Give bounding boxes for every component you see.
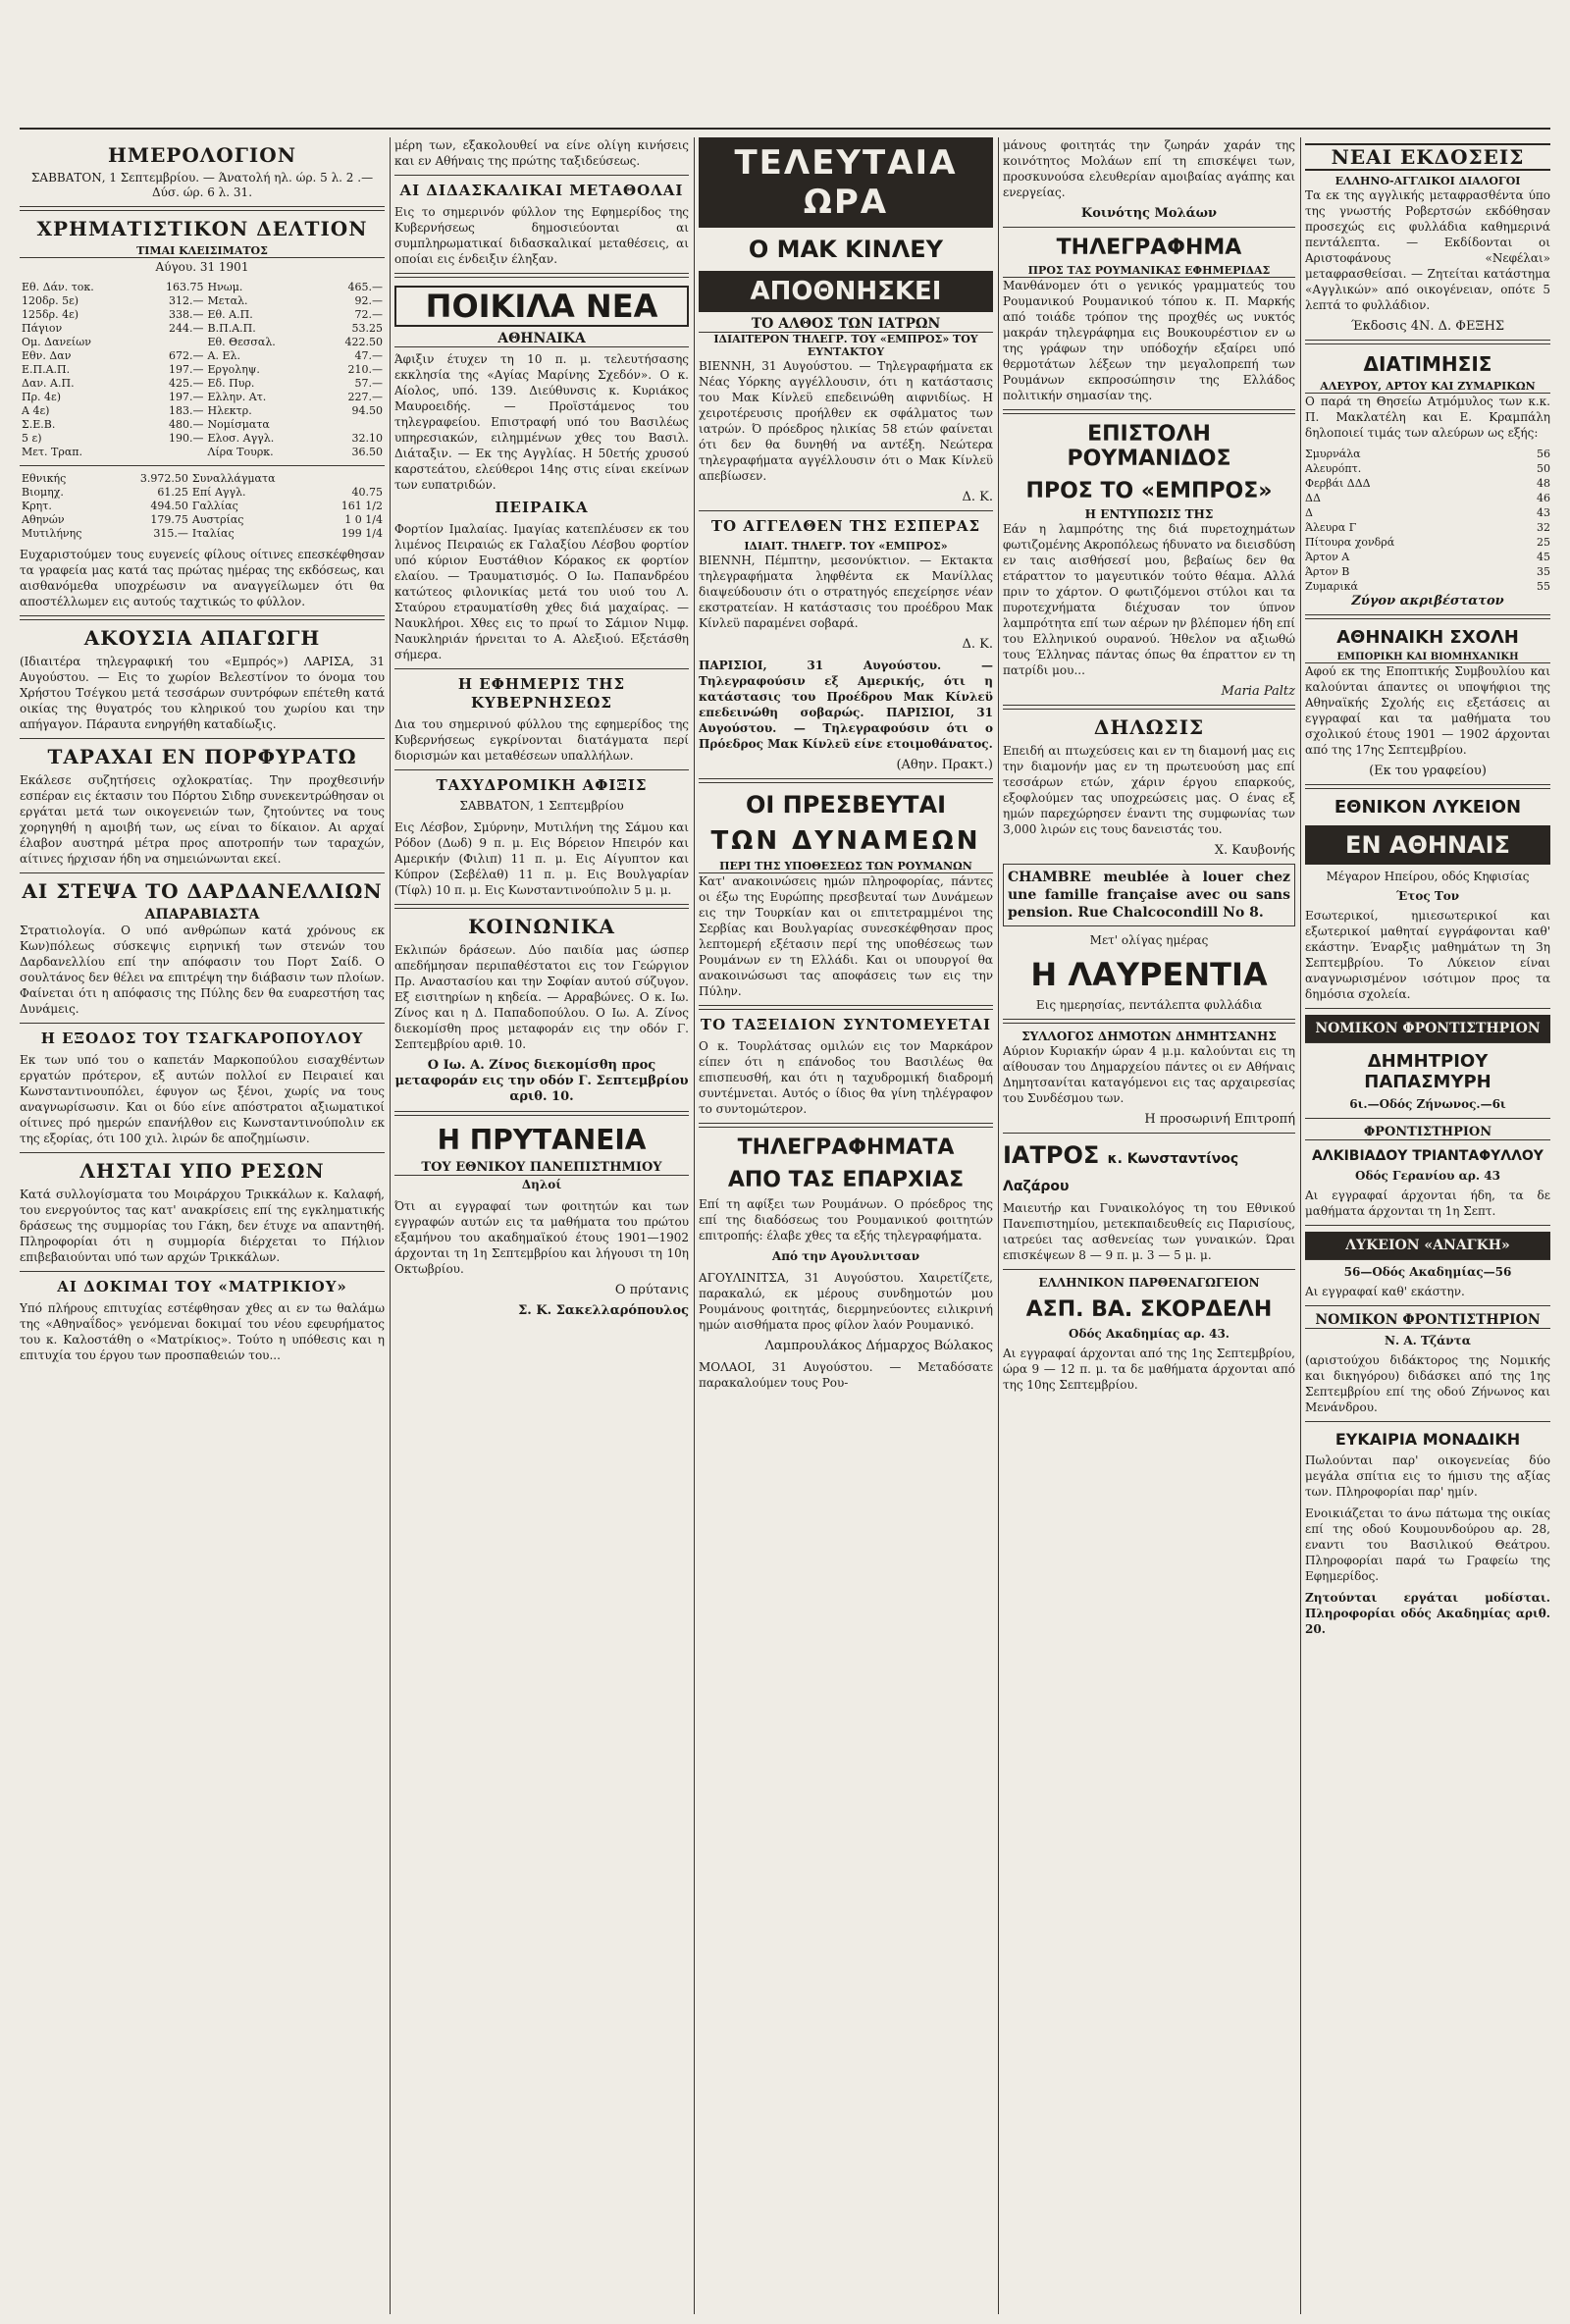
quote-label: Α 4ε) — [22, 404, 50, 417]
article-signature: Δ. Κ. — [962, 637, 993, 652]
finance-note: Ευχαριστούμεν τους ευγενείς φίλους οίτινες επεσκέφθησαν τα γραφεία μας κατά τας πρώτας ημέρας της εκδόσεως, και αισθανόμεθα υποχρέωσιν να αναγγείλωμεν ότι θα αποστέλλωμεν εις αυτούς ταχτικώς το φύλλον. — [20, 548, 385, 608]
quote-row — [20, 294, 385, 308]
quote-label: Εδ. Πυρ. — [207, 377, 255, 390]
quote-value: 197.— — [169, 391, 204, 403]
quote-label: Νομίσματα — [207, 418, 270, 431]
quote-label: Σ.Ε.Β. — [22, 418, 56, 431]
price-row — [1305, 520, 1550, 535]
divider — [20, 206, 385, 211]
headline-sub2: ΤΟ ΑΛΘΟΣ ΤΩΝ ΙΑΤΡΩΝ — [699, 316, 993, 333]
notice-subtitle: ΤΟΥ ΕΘΝΙΚΟΥ ΠΑΝΕΠΙΣΤΗΜΙΟΥ — [394, 1160, 689, 1176]
quote-value: 672.— — [169, 349, 204, 362]
price-value: 25 — [1537, 536, 1550, 549]
column-divider — [998, 137, 999, 2314]
divider — [1305, 1225, 1550, 1226]
calendar-date: ΣΑΒΒΑΤΟΝ, 1 Σεπτεμβρίου. — Άνατολή ηλ. ώρ. 5 λ. 2 .—Δύσ. ώρ. 6 λ. 31. — [30, 171, 374, 199]
quote-value: 3.972.50 — [139, 472, 188, 485]
ad-address: 6ι.—Οδός Ζήνωνος.—6ι — [1349, 1097, 1506, 1111]
quote-label: Εθ. Α.Π. — [207, 308, 253, 321]
notice-text: Αύριον Κυριακήν ώραν 4 μ.μ. καλούνται εις τη αίθουσαν του Δημαρχείου πάντες οι εν Αθήναις Δημητσανίται καταγόμενοι εις τας αρχαιρεσίας του Συνδέσμου των. — [1003, 1044, 1295, 1105]
ad-title: ΦΡΟΝΤΙΣΤΗΡΙΟΝ — [1305, 1125, 1550, 1140]
article-title: ΚΟΙΝΩΝΙΚΑ — [468, 915, 615, 938]
quote-value: 338.— — [169, 308, 204, 321]
quote-label: Β.Π.Α.Π. — [207, 322, 256, 335]
quote-label: 5 ε) — [22, 432, 42, 445]
article-title: ΤΑΧΥΔΡΟΜΙΚΗ ΑΦΙΞΙΣ — [436, 776, 648, 794]
divider — [20, 615, 385, 620]
article-title: ΑΙ ΔΙΔΑΣΚΑΛΙΚΑΙ ΜΕΤΑΘΟΛΑΙ — [399, 182, 684, 199]
divider — [1305, 1421, 1550, 1422]
article-title: ΑΙ ΔΟΚΙΜΑΙ ΤΟΥ «ΜΑΤΡΙΚΙΟΥ» — [57, 1278, 347, 1295]
ad-address: Μέγαρον Ηπείρου, οδός Κηφισίας — [1326, 870, 1530, 883]
divider — [1305, 340, 1550, 344]
price-note: Ζύγον ακριβέστατον — [1351, 594, 1504, 608]
headline-sub: ΑΠΟ ΤΑΣ ΕΠΑΡΧΙΑΣ — [727, 1168, 965, 1192]
divider — [699, 510, 993, 511]
quote-label: Ηλεκτρ. — [207, 404, 252, 417]
divider — [1305, 614, 1550, 619]
ad-name: Ν. Α. Τζάντα — [1385, 1334, 1471, 1347]
quote-value: 197.— — [169, 363, 204, 376]
quote-value: 57.— — [354, 377, 383, 390]
article-signature: Χ. Καυβονής — [1214, 843, 1295, 858]
article-title: ΠΕΙΡΑΙΚΑ — [495, 499, 589, 516]
article-text: ΜΟΛΑΟΙ, 31 Αυγούστου. — Μεταδόσατε παρακαλούμεν τους Ρου- — [699, 1360, 993, 1390]
notice-text: Ότι αι εγγραφαί των φοιτητών και των εγγραφών αυτών εις τα μαθήματα του πρώτου εξαμήνου του ακαδημαϊκού έτους 1901—1902 άρχονται τη 1η Σεπτεμβρίου και λήγουσι τη 10η Οκτωβρίου. — [394, 1199, 689, 1276]
column-divider — [390, 137, 391, 2314]
quote-value: 47.— — [354, 349, 383, 362]
ad-headline: ΕΘΝΙΚΟΝ ΛΥΚΕΙΟΝ — [1334, 797, 1522, 818]
divider — [20, 1271, 385, 1272]
quote-value: 36.50 — [351, 446, 383, 458]
ad-headline: ΔΗΜΗΤΡΙΟΥ ΠΑΠΑΣΜΥΡΗ — [1364, 1051, 1492, 1092]
divider — [1305, 1118, 1550, 1119]
article-text: ΒΙΕΝΝΗ, Πέμπτην, μεσονύκτιον. — Εκτακτα τηλεγραφήματα ληφθέντα εκ Μανίλλας διαψεύδουσιν ότι ο στρατηγός επεχείρησε νέαν εκστρατείαν. Η κατάστασις του προέδρου Μακ Κίνλεϋ παραμένει σοβαρά. — [699, 554, 993, 630]
quote-value: 199 1/4 — [340, 527, 383, 540]
ad-text: Εις ημερησίας, πεντάλεπτα φυλλάδια — [1035, 998, 1263, 1012]
divider — [699, 1123, 993, 1128]
article-text: Μανθάνομεν ότι ο γενικός γραμματεύς του Ρουμανικού Ρουμανικού τόπου κ. Π. Μαρκής από τοιάδε τρόπον της προχθές ως νυκτός μακράν τηλεγράφημα εις Βουκουρέστιον εν ω της γράφων την υπόδοχήν εξαίρει υπό θερμοτάτων λέξεων την μεγαλοπρεπή των Ρουμάνων εκπροσώπησιν της Ελλάδος πολιτικήν σημασίαν της. — [1003, 279, 1295, 402]
quote-row — [20, 472, 385, 486]
article-title: ΤΟ ΤΑΞΕΙΔΙΟΝ ΣΥΝΤΟΜΕΥΕΤΑΙ — [700, 1016, 992, 1033]
article-date: ΣΑΒΒΑΤΟΝ, 1 Σεπτεμβρίου — [459, 799, 624, 813]
quote-value: 72.— — [354, 308, 383, 321]
ad-headline: ΑΣΠ. ΒΑ. ΣΚΟΡΔΕΛΗ — [1025, 1297, 1273, 1322]
divider — [20, 738, 385, 739]
column-1 — [20, 137, 385, 2314]
quote-label: Α. Ελ. — [207, 349, 240, 362]
price-row — [1305, 550, 1550, 564]
dispatch-label: ΙΔΙΑΙΤ. ΤΗΛΕΓΡ. ΤΟΥ «ΕΜΠΡΟΣ» — [744, 540, 948, 553]
quote-row — [20, 377, 385, 391]
article-text: Στρατιολογία. Ο υπό ανθρώπων κατά χρόνους εκ Κων)πόλεως σύσκεψις ειρηνική των στενών του Δαρδανελλίου επί την απόφασιν του Πορτ Σαίδ. Ο σουλτάνος δεν θέλει να επιτρέψη την διάβασιν των πλοίων. Φαίνεται ότι η απόφασις της Πύλης δεν θα ευαρεστήση τας Δυνάμεις. — [20, 924, 385, 1016]
article-signature: Δ. Κ. — [962, 490, 993, 504]
ad-text: Ζητούνται εργάται μοδίσται. Πληροφορίαι οδός Ακαδημίας αριθ. 20. — [1305, 1591, 1550, 1636]
price-item: Σμυρνάλα — [1305, 448, 1361, 460]
article-text: ΑΓΟΥΛΙΝΙΤΣΑ, 31 Αυγούστου. Χαιρετίζετε, παρακαλώ, εκ μέρους συνδημοτών μου Ρουμάνους φοιτητάς, διερμηνεύοντες ειλικρινή ημών αισθήματα προς φίλον λαόν Ρουμανικό. — [699, 1271, 993, 1332]
ad-signature: (Εκ του γραφείου) — [1369, 764, 1487, 778]
ad-title: ΛΥΚΕΙΟΝ «ΑΝΑΓΚΗ» — [1305, 1232, 1550, 1260]
headline-sub2: ΠΕΡΙ ΤΗΣ ΥΠΟΘΕΣΕΩΣ ΤΩΝ ΡΟΥΜΑΝΩΝ — [699, 860, 993, 873]
ad-title: ΝΟΜΙΚΟΝ ΦΡΟΝΤΙΣΤΗΡΙΟΝ — [1305, 1312, 1550, 1329]
exchange-quotes-table — [20, 472, 385, 541]
article-text: Εάν η λαμπρότης της διά πυρετοχημάτων φωτιζομένης Ακροπόλεως ήδυνατο να διεισδύση εν ταις αισθήσεσί μου, βεβαίως δεν θα ετάραττον το μαγευτικόν τούτο θέαμα. Αλλά πριν το χάρτον. Ο φωτιζόμενοι στύλοι και τα πυροτεχνήματα διέχυσαν τον ύπνον λαμπρότητα επί των αέρων ην βλέπομεν ήδη επί του Ελληνικού ουρανού. Ήθελον να αξιωθώ τους Έλληνας πάντας όπως θα έπραττον εν τη πατρίδι μου... — [1003, 522, 1295, 677]
price-value: 46 — [1537, 492, 1550, 504]
quote-label: Επί Αγγλ. — [191, 486, 246, 499]
ad-address: Οδός Ακαδημίας αρ. 43. — [1069, 1327, 1230, 1341]
quote-value: 227.— — [347, 391, 383, 403]
quote-row — [20, 418, 385, 432]
ad-title: ΝΟΜΙΚΟΝ ΦΡΟΝΤΙΣΤΗΡΙΟΝ — [1305, 1015, 1550, 1043]
section-title: ΔΙΑΤΙΜΗΣΙΣ — [1363, 352, 1492, 376]
price-row — [1305, 461, 1550, 476]
quote-value: 1 0 1/4 — [344, 513, 383, 526]
column-divider — [694, 137, 695, 2314]
quote-label: Αυστρίας — [191, 513, 244, 526]
ad-text: (αριστούχου διδάκτορος της Νομικής και δικηγόρου) διδάσκει από της 1ης Σεπτεμβρίου επί της οδού Ζήνωνος και Μενάνδρου. — [1305, 1353, 1550, 1414]
price-value: 43 — [1537, 506, 1550, 519]
quote-label: Συναλλάγματα — [191, 472, 276, 485]
price-value: 50 — [1537, 462, 1550, 475]
divider — [394, 273, 689, 278]
ad-headline: ΕΥΚΑΙΡΙΑ ΜΟΝΑΔΙΚΗ — [1334, 1430, 1521, 1449]
headline-sub: ΑΠΟΘΝΗΣΚΕΙ — [699, 271, 993, 312]
article-title: ΤΟ ΑΓΓΕΛΘΕΝ ΤΗΣ ΕΣΠΕΡΑΣ — [710, 517, 981, 535]
doctor-title: ΙΑΤΡΟΣ — [1003, 1141, 1100, 1169]
section-subtitle: ΕΛΛΗΝΟ-ΑΓΓΛΙΚΟΙ ΔΙΑΛΟΓΟΙ — [1334, 175, 1521, 187]
headline-sub: ΠΡΟΣ ΤΟ «ΕΜΠΡΟΣ» — [1025, 479, 1273, 503]
headline: Ο ΜΑΚ ΚΙΝΛΕΥ — [748, 236, 944, 263]
stock-quotes-table — [20, 281, 385, 459]
quote-label: Κρητ. — [22, 500, 52, 512]
column-4 — [1003, 137, 1295, 2314]
article-text: Άφιξιν έτυχεν τη 10 π. μ. τελευτήσασης εκκλησία της «Αγίας Μαρίνης Σχεδόν». Ο κ. Αίολος, υπό. 139. Διεύθυνσις κ. Κυριάκος Μαυροειδής. — Προϊστάμενος του τηλεγραφείου. Επιστραφή υπό του Βασιλέως υπηρεσιακών, ειλημμένων χθες του Βασιλ. Διάταξιν. — Εκ της Αγγλίας. Η 50ετής χρυσού καρστεάτου, ελεύθεροι 14ης στις είναι εκείνων των ευπατριδών. — [394, 352, 689, 492]
ad-headline: ΑΘΗΝΑΙΚΗ ΣΧΟΛΗ — [1336, 627, 1519, 648]
quote-row — [20, 404, 385, 418]
divider — [1003, 705, 1295, 710]
quote-value: 161 1/2 — [340, 500, 383, 512]
quote-label: Γαλλίας — [191, 500, 238, 512]
quote-value: 244.— — [169, 322, 204, 335]
article-text: Επειδή αι πτωχεύσεις και εν τη διαμονή μας εις την διαμονήν μας εν τη πρωτευούση μας επί τεσσάρων ετών, χάριν έργου επαρκούς, εξοφλούμεν τας υποχρεώσεις μας. Ο ένας εξ ημών παρεχώρησεν έναντι της συμφωνίας των 3,000 λιρών εις τους δανειστάς του. — [1003, 744, 1295, 836]
column-2 — [394, 137, 689, 2314]
column-divider — [1300, 137, 1301, 2314]
article-signature: Έκδοσις 4Ν. Δ. ΦΕΞΗΣ — [1350, 319, 1505, 334]
signature-name: Σ. Κ. Σακελλαρόπουλος — [518, 1303, 689, 1318]
quote-value: 210.— — [347, 363, 383, 376]
divider — [1003, 409, 1295, 414]
price-row — [1305, 476, 1550, 491]
divider — [1305, 1305, 1550, 1306]
ad-text: CHAMBRE meublée à louer chez une famille française avec ou sans pension. Rue Chalcocondill No 8. — [1008, 870, 1290, 921]
quote-value: 179.75 — [150, 513, 188, 526]
price-item: Φερβάι ΔΔΔ — [1305, 477, 1371, 490]
price-value: 32 — [1537, 521, 1550, 534]
quote-value: 40.75 — [351, 486, 383, 499]
price-item: Αλευρόπτ. — [1305, 462, 1362, 475]
section-subtitle: ΑΛΕΥΡΟΥ, ΑΡΤΟΥ ΚΑΙ ΖΥΜΑΡΙΚΩΝ — [1305, 380, 1550, 394]
ad-headline: ΕΝ ΑΘΗΝΑΙΣ — [1305, 825, 1550, 865]
divider — [1003, 227, 1295, 228]
price-item: Πίτουρα χονδρά — [1305, 536, 1395, 549]
price-row — [1305, 535, 1550, 550]
article-text: Ο παρά τη Θησείω Ατμόμυλος των κ.κ. Π. Μακλατέλη και Ε. Κραμπάλη δηλοποιεί τιμάς των αλεύρων ως εξής: — [1305, 395, 1550, 440]
quote-value: 94.50 — [351, 404, 383, 417]
finance-date: Αύγου. 31 1901 — [155, 260, 249, 274]
article-signature: Λαμπρουλάκος Δήμαρχος Βώλακος — [764, 1339, 993, 1353]
quote-label: Ιταλίας — [191, 527, 235, 540]
signature-role: Ο πρύτανις — [614, 1283, 689, 1297]
price-row — [1305, 447, 1550, 461]
price-value: 48 — [1537, 477, 1550, 490]
quote-row — [20, 500, 385, 513]
article-text: Τα εκ της αγγλικής μεταφρασθέντα ύπο της γνωστής Ροβερτσών εκδόθησαν προσεχώς εις φυλλάδια καθημερινά πεντάλεπτα. — Εκδίδονται οι Αριστοφάνους «Νεφέλαι» μεταφρασθείσαι. — Ζητείται κατάστημα «Αγγλικών» από οικογένειαν, οπότε 5 λεπτά το φυλλάδιον. — [1305, 188, 1550, 312]
quote-label: Εθ. Θεσσαλ. — [207, 336, 276, 348]
quote-row — [20, 446, 385, 459]
quote-row — [20, 308, 385, 322]
quote-value: 422.50 — [344, 336, 383, 348]
quote-label: 120δρ. 5ε) — [22, 294, 79, 307]
article-title: Η ΕΦΗΜΕΡΙΣ ΤΗΣ ΚΥΒΕΡΝΗΣΕΩΣ — [457, 675, 626, 712]
quote-value: 480.— — [169, 418, 204, 431]
notice-title: Η ΠΡΥΤΑΝΕΙΑ — [437, 1124, 647, 1156]
quote-row — [20, 281, 385, 294]
price-value: 35 — [1537, 565, 1550, 578]
ad-text: Εσωτερικοί, ημιεσωτερικοί και εξωτερικοί μαθηταί εγγράφονται καθ' εκάστην. Έναρξις μαθημάτων τη 3η Σεπτεμβρίου. Το Λύκειον είναι αναγνωρισμένον ισότιμον προς τα δημόσια σχολεία. — [1305, 909, 1550, 1001]
ad-text: Αι εγγραφαί άρχονται από της 1ης Σεπτεμβρίου, ώρα 9 — 12 π. μ. τα δε μαθήματα άρχονται από της 10ης Σεπτεμβρίου. — [1003, 1347, 1295, 1392]
quote-row — [20, 527, 385, 541]
quote-label: Ε.Π.Α.Π. — [22, 363, 71, 376]
article-signature: Maria Paltz — [1221, 684, 1295, 699]
article-text: Δια του σημερινού φύλλου της εφημερίδος της Κυβερνήσεως εγκρίνονται διατάγματα περί διορισμών και μεταθέσεων υπαλλήλων. — [394, 717, 689, 763]
headline-sub: ΠΡΟΣ ΤΑΣ ΡΟΥΜΑΝΙΚΑΣ ΕΦΗΜΕΡΙΔΑΣ — [1003, 264, 1295, 278]
article-title: ΑΚΟΥΣΙΑ ΑΠΑΓΩΓΗ — [83, 626, 321, 650]
quote-label: Πρ. 4ε) — [22, 391, 62, 403]
article-subtitle: ΑΠΑΡΑΒΙΑΣΤΑ — [144, 907, 260, 923]
divider — [1305, 1008, 1550, 1009]
divider — [394, 1111, 689, 1116]
article-text: ΠΑΡΙΣΙΟΙ, 31 Αυγούστου. — Τηλεγραφούσιν εξ Αμερικής, ότι η κατάστασις του Προέδρου Μακ Κίνλεϋ επεδεινώθη σοβαρώς. ΠΑΡΙΣΙΟΙ, 31 Αυγούστου. — Τηλεγραφούσιν ότι ο Πρόεδρος Μακ Κίνλεϋ είνε ετοιμοθάνατος. — [699, 659, 993, 751]
price-item: Άρτον Α — [1305, 551, 1350, 563]
quote-label: Μεταλ. — [207, 294, 248, 307]
finance-heading: ΧΡΗΜΑΤΙΣΤΙΚΟΝ ΔΕΛΤΙΟΝ — [36, 217, 368, 240]
price-value: 56 — [1537, 448, 1550, 460]
quote-value: 425.— — [169, 377, 204, 390]
quote-value: 312.— — [169, 294, 204, 307]
quote-row — [20, 486, 385, 500]
article-text: Εις το σημερινόν φύλλον της Εφημερίδος της Κυβερνήσεως δημοσιεύονται αι συμπληρωματικαί διδασκαλικαί μεταθέσεις, αι οποίαι εις ένδειξιν έληξαν. — [394, 205, 689, 266]
quote-label: Ηνωμ. — [207, 281, 243, 293]
section-title: ΝΕΑΙ ΕΚΔΟΣΕΙΣ — [1305, 143, 1550, 171]
quote-label: Πάγιον — [22, 322, 63, 335]
notice-title: ΣΥΛΛΟΓΟΣ ΔΗΜΟΤΩΝ ΔΗΜΗΤΣΑΝΗΣ — [1021, 1030, 1277, 1043]
ad-year: Έτος Τον — [1395, 889, 1460, 903]
section-banner: ΠΟΙΚΙΛΑ ΝΕΑ — [394, 286, 689, 327]
quote-label: Μετ. Τραπ. — [22, 446, 82, 458]
quote-value: 465.— — [347, 281, 383, 293]
article-text: Υπό πλήρους επιτυχίας εστέφθησαν χθες αι εν τω θαλάμω της «Αθηναΐδος» γενόμεναι δοκιμαί του νέου εφευρήματος του κ. Καλοστάθη ο «Ματρίκιος». Τούτο η υπόθεσις και η επιτυχία του έργου των προσπαθειών του... — [20, 1301, 385, 1362]
article-title: ΛΗΣΤΑΙ ΥΠΟ ΡΕΣΩΝ — [79, 1159, 325, 1183]
price-row — [1305, 564, 1550, 579]
quote-value — [140, 336, 206, 349]
quote-value: 494.50 — [150, 500, 188, 512]
price-item: Άρτον Β — [1305, 565, 1350, 578]
ad-title: ΕΛΛΗΝΙΚΟΝ ΠΑΡΘΕΝΑΓΩΓΕΙΟΝ — [1038, 1276, 1260, 1290]
ad-headline: ΑΛΚΙΒΙΑΔΟΥ ΤΡΙΑΝΤΑΦΥΛΛΟΥ — [1312, 1148, 1544, 1164]
quote-value — [318, 472, 385, 486]
quote-label: Εθνικής — [22, 472, 67, 485]
quote-value: 92.— — [354, 294, 383, 307]
article-text: Εκλιπών δράσεων. Δύο παιδία μας ώσπερ απεδήμησαν περιπαθέστατοι εις τον Γεώργιον Πρ. Αναστασίου και την Σοφίαν αυτού σύζυγον. Εξ εισιτηρίων η κηδεία. — Αρραβώνες. Ο κ. Ιω. Ζίνος και η Δ. Παπαδοπούλου. Ο Ιω. Α. Ζίνος διεκομίσθη προς μεταφοράν εις την οδόν Γ. Σεπτεμβρίου αριθ. 10. — [394, 943, 689, 1051]
article-text: μάνους φοιτητάς την ζωηράν χαράν της κοινότητος Μολάων επί τη επισκέψει των, προσκυνούσα ελευθερίαν αμοιβαίας αγάπης και ενεργείας. — [1003, 138, 1295, 199]
divider — [699, 1005, 993, 1010]
ad-address: Οδός Γερανίου αρ. 43 — [1355, 1169, 1500, 1183]
article-text: Κατά συλλογίσματα του Μοιράρχου Τρικκάλων κ. Καλαφή, του ενεργούντος τας κατ' ανακρίσεις επί της εγκληματικής δράσεως της συμμορίας του Γάκη, δεν έτυχε να απαντηθή. Πληροφορίαι ότι η συμμορία διέρχεται το Πήλιον επιβεβαιούνται υπό των αρχών Τρικκάλων. — [20, 1188, 385, 1264]
quote-value: 32.10 — [351, 432, 383, 445]
divider — [20, 872, 385, 873]
quote-label: Ομ. Δανείων — [22, 336, 91, 348]
calendar-heading: ΗΜΕΡΟΛΟΓΙΟΝ — [108, 143, 296, 167]
ad-text: Αι εγγραφαί καθ' εκάστην. — [1305, 1285, 1465, 1298]
ad-text: Μαιευτήρ και Γυναικολόγος τη του Εθνικού Πανεπιστημίου, μετεκπαιδευθείς εις Παρισίους, ιατρεύει τας ασθενείας των γυναικών. Ώραι επισκέψεων 8 — 9 π. μ. 3 — 5 μ. μ. — [1003, 1201, 1295, 1262]
quote-row — [20, 363, 385, 377]
top-rule — [20, 128, 1550, 130]
section-subtitle: ΑΘΗΝΑΙΚΑ — [394, 331, 689, 347]
article-title: ΤΑΡΑΧΑΙ ΕΝ ΠΟΡΦΥΡΑΤΩ — [47, 745, 357, 768]
price-item: ΔΔ — [1305, 492, 1321, 504]
article-text: ΒΙΕΝΝΗ, 31 Αυγούστου. — Τηλεγραφήματα εκ Νέας Υόρκης αγγέλλουσιν, ότι η κατάστασις του Μακ Κίνλεϋ επεδεινώθη αιφνιδίως. Η χειροτέρευσις προήλθεν εκ σφάλματος των ιατρών. Ό πρόεδρος ηλικίας 58 ετών φαίνεται ότι δεν θα δυνηθή να αντέξη. Νεώτερα τηλεγραφήματα αγγέλλουσιν ότι ο Μακ Κίνλεϋ απεβίωσεν. — [699, 359, 993, 483]
article-text: Εις Λέσβον, Σμύρνην, Μυτιλήνη της Σάμου και Ρόδον (Δωδ) 9 π. μ. Εις Βόρειον Ηπειρόν και Αμερικήν (Φιλιπ) 11 π. μ. Εις Αίγυπτον και Κύπρον (Σεβέλαθ) 11 π. μ. Εις Βουλγαρίαν (Τίφλ) 10 π. μ. Εις Κωνσταντινούπολιν 5 μ. μ. — [394, 820, 689, 897]
divider — [394, 668, 689, 669]
classified-ad — [1003, 864, 1295, 926]
quote-label: Βιομηχ. — [22, 486, 64, 499]
quote-label: Εθ. Δάν. τοκ. — [22, 281, 94, 293]
quote-value: 61.25 — [157, 486, 188, 499]
price-row — [1305, 505, 1550, 520]
ad-subtitle: ΕΜΠΟΡΙΚΗ ΚΑΙ ΒΙΟΜΗΧΑΝΙΚΗ — [1305, 652, 1550, 663]
notice-text: Ο Ιω. Α. Ζίνος διεκομίσθη προς μεταφοράν εις την οδόν Γ. Σεπτεμβρίου αριθ. 10. — [394, 1058, 689, 1104]
quote-value: 163.75 — [166, 281, 204, 293]
quote-row — [20, 322, 385, 336]
quote-row — [20, 336, 385, 349]
divider — [20, 465, 385, 466]
headline: ΤΗΛΕΓΡΑΦΗΜΑ — [1056, 236, 1242, 260]
quote-label: 125δρ. 4ε) — [22, 308, 79, 321]
divider — [1003, 1269, 1295, 1270]
article-text: Κατ' ανακοινώσεις ημών πληροφορίας, πάντες οι έξω της Ευρώπης πρεσβευταί των Δυνάμεων εις την Τουρκίαν και οι επιτετραμμένοι της Σερβίας και Βουλγαρίας συνεσκέφθησαν προς λεπτομερή εξέτασιν περί της υποθέσεως των Ρουμάνων εν τη Ελλάδι. Και οι υπουργοί θα ανακοινώσωσι τας αποφάσεις των εις την Πύλην. — [699, 874, 993, 998]
article-signature: (Αθην. Πρακτ.) — [896, 758, 993, 772]
quote-label: Ελλην. Ατ. — [207, 391, 267, 403]
divider — [1305, 784, 1550, 789]
quote-value — [140, 446, 206, 459]
quote-label: Εθν. Δαν — [22, 349, 72, 362]
ad-headline — [1003, 1141, 1295, 1196]
quote-row — [20, 432, 385, 446]
doctor-name: κ. Κωνσταντίνος Λαζάρου — [1003, 1151, 1239, 1194]
quote-value — [319, 418, 385, 432]
divider — [394, 175, 689, 176]
price-item: Δ — [1305, 506, 1313, 519]
price-row — [1305, 491, 1550, 505]
price-value: 55 — [1537, 580, 1550, 593]
quote-label: Ελοσ. Αγγλ. — [207, 432, 275, 445]
price-item: Ζυμαρικά — [1305, 580, 1358, 593]
quote-row — [20, 349, 385, 363]
article-text: Επί τη αφίξει των Ρουμάνων. Ο πρόεδρος της επί της διαδόσεως του Ρουμανικού φοιτητών επιτροπής: έλαβε χθες τα εξής τηλεγραφήματα. — [699, 1197, 993, 1242]
article-text: μέρη των, εξακολουθεί να είνε ολίγη κινήσεις και εν Αθήναις της πρώτης ταξιδεύσεως. — [394, 138, 689, 168]
headline-sub2: Η ΕΝΤΥΠΩΣΙΣ ΤΗΣ — [1084, 507, 1214, 521]
quote-label: Εργοληψ. — [207, 363, 260, 376]
quote-value: 53.25 — [351, 322, 383, 335]
divider — [394, 904, 689, 909]
headline: ΤΗΛΕΓΡΑΦΗΜΑΤΑ — [737, 1136, 955, 1160]
column-5 — [1305, 137, 1550, 2314]
divider — [699, 778, 993, 783]
price-list — [1305, 447, 1550, 594]
column-3 — [699, 137, 993, 2314]
article-text: (Ιδιαιτέρα τηλεγραφική του «Εμπρός») ΛΑΡΙΣΑ, 31 Αυγούστου. — Εις το χωρίον Βελεστίνον το όνομα του Χρήστου Τσέγκου μετά τεσσάρων συντρόφων επέτεθη κατά οικίας της θυγατρός του κληρικού του χωρίου και την απήγαγον. Πάραυτα ενηργήθη καταδίωξις. — [20, 655, 385, 731]
latest-hour-banner: ΤΕΛΕΥΤΑΙΑ ΩΡΑ — [699, 137, 993, 228]
quote-label: Δαν. Α.Π. — [22, 377, 75, 390]
divider — [20, 1023, 385, 1024]
price-value: 45 — [1537, 551, 1550, 563]
quote-value: 315.— — [153, 527, 188, 540]
article-text: Εκάλεσε συζητήσεις οχλοκρατίας. Την προχθεσινήν εσπέραν εις έκτασιν του Πόρτου Σιδηρ συνεκεντρώθησαν οι εργάται μετά των οικογενειών των, ζητούντες να τους χορηγηθή η αμοιβή των, ως είναι το δίκαιον. Αι αρχαί έλαβον αυστηρά μέτρα προς αποτροπήν των ταραχών, αίτινες ήρχισαν ήδη να σημειώνωνται εκεί. — [20, 773, 385, 866]
price-row — [1305, 579, 1550, 594]
article-title: Η ΕΞΟΔΟΣ ΤΟΥ ΤΣΑΓΚΑΡΟΠΟΥΛΟΥ — [40, 1030, 364, 1047]
headline-sub: ΤΩΝ ΔΥΝΑΜΕΩΝ — [710, 826, 981, 856]
ad-text: Αι εγγραφαί άρχονται ήδη, τα δε μαθήματα άρχονται τη 1η Σεπτ. — [1305, 1188, 1550, 1218]
article-text: Φορτίον Ιμαλαίας. Ιμαγίας κατεπλέυσεν εκ του λιμένος Πειραιώς εκ Γαλαξίου Λέσβου φορτίον υπό κύριον Ευστάθιον Κόρακος εκ φορτίον ελαίου. — Τραυματισμός. Ο Ιω. Παπανδρέου κατώτεος φιλονικίας μετά του υιού του Λ. Σταύρου ετραυματίσθη χθες διά μαχαίρας. — Ναυκλήροι. Χθες εις το πρωί το Σάμιον Νιμφ. Ναυκληριάν ήρνειται το Α. Αλεξιού. Εξετάσθη σήμερα. — [394, 522, 689, 661]
article-text: Ο κ. Τουρλάτσας ομιλών εις τον Μαρκάρον είπεν ότι η επάνοδος του Βασιλέως θα επισπευσθή, και ότι η ταχυδρομική διαδρομή συντέμνεται. Αυτός ο ίδιος θα γίνη τηλέγραφον το συντομώτερον. — [699, 1039, 993, 1116]
dispatch-label: Από την Αγουλνιτσαν — [771, 1249, 920, 1263]
article-title: ΑΙ ΣΤΕΨΑ ΤΟ ΔΑΡΔΑΝΕΛΛΙΩΝ — [22, 879, 383, 903]
quote-value: 183.— — [169, 404, 204, 417]
quote-row — [20, 391, 385, 404]
divider — [1003, 1133, 1295, 1134]
article-text: Εκ των υπό του ο καπετάν Μαρκοπούλου εισαχθέντων εργατών πρότερον, εξ αυτών πολλοί εν Πειραιεί και Κωνσταντινουπόλει, έφυγον ως ξένοι, χωρίς να τους αναγνωρίσωσιν. Και οι δύο είνε απόστρατοι αξιωματικοί οίτινες πρό ημερών επανήλθον εις Κωνσταντινούπολιν εκ της εξορίας, ότι 100 χιλ. λιρών δε αποζημίωσιν. — [20, 1053, 385, 1145]
quote-label: Μυτιλήνης — [22, 527, 82, 540]
ad-text: Ενοικιάζεται το άνω πάτωμα της οικίας επί της οδού Κουμουνδούρου αρ. 28, εναντι του Βασιλικού Θεάτρου. Πληροφορίαι παρά τω Γραφείω της Εφημερίδος. — [1305, 1506, 1550, 1583]
quote-label: Λίρα Τουρκ. — [207, 446, 274, 458]
divider — [1003, 1019, 1295, 1024]
dispatch-label: ΙΔΙΑΙΤΕΡΟΝ ΤΗΛΕΓΡ. ΤΟΥ «ΕΜΠΡΟΣ» ΤΟΥ ΕΥΝΤΑΚΤΟΥ — [713, 333, 978, 358]
ad-text: Πωλούνται παρ' οικογενείας δύο μεγάλα σπίτια εις το ήμισυ της αξίας των. Πληροφορίαι παρ' ημίν. — [1305, 1453, 1550, 1499]
finance-subheading: ΤΙΜΑΙ ΚΛΕΙΣΙΜΑΤΟΣ — [20, 244, 385, 258]
article-signature: Κοινότης Μολάων — [1080, 206, 1218, 221]
price-item: Άλευρα Γ — [1305, 521, 1357, 534]
notice-label: Δηλοί — [521, 1178, 562, 1191]
headline: ΕΠΙΣΤΟΛΗ ΡΟΥΜΑΝΙΔΟΣ — [1067, 422, 1231, 471]
quote-label: Αθηνών — [22, 513, 65, 526]
ad-headline: Η ΛΑΥΡΕΝΤΙΑ — [1030, 956, 1268, 993]
notice-signature: Η προσωρινή Επιτροπή — [1144, 1112, 1295, 1127]
divider — [20, 1152, 385, 1153]
quote-value: 190.— — [169, 432, 204, 445]
ad-address: 56—Οδός Ακαδημίας—56 — [1343, 1265, 1512, 1279]
ad-text: Αφού εκ της Εποπτικής Συμβουλίου και καλούνται άπαντες οι υποψήφιοι της Αθηναϊκής Σχολής εις εξετάσεις αι εγγραφαί και τα μαθήματα του σχολικού έτους 1901 — 1902 άρχονται από της 17ης Σεπτεμβρίου. — [1305, 664, 1550, 757]
headline: ΟΙ ΠΡΕΣΒΕΥΤΑΙ — [745, 791, 947, 819]
ad-label: Μετ' ολίγας ημέρας — [1089, 933, 1209, 947]
article-title: ΔΗΛΩΣΙΣ — [1093, 715, 1205, 739]
quote-row — [20, 513, 385, 527]
divider — [394, 769, 689, 770]
